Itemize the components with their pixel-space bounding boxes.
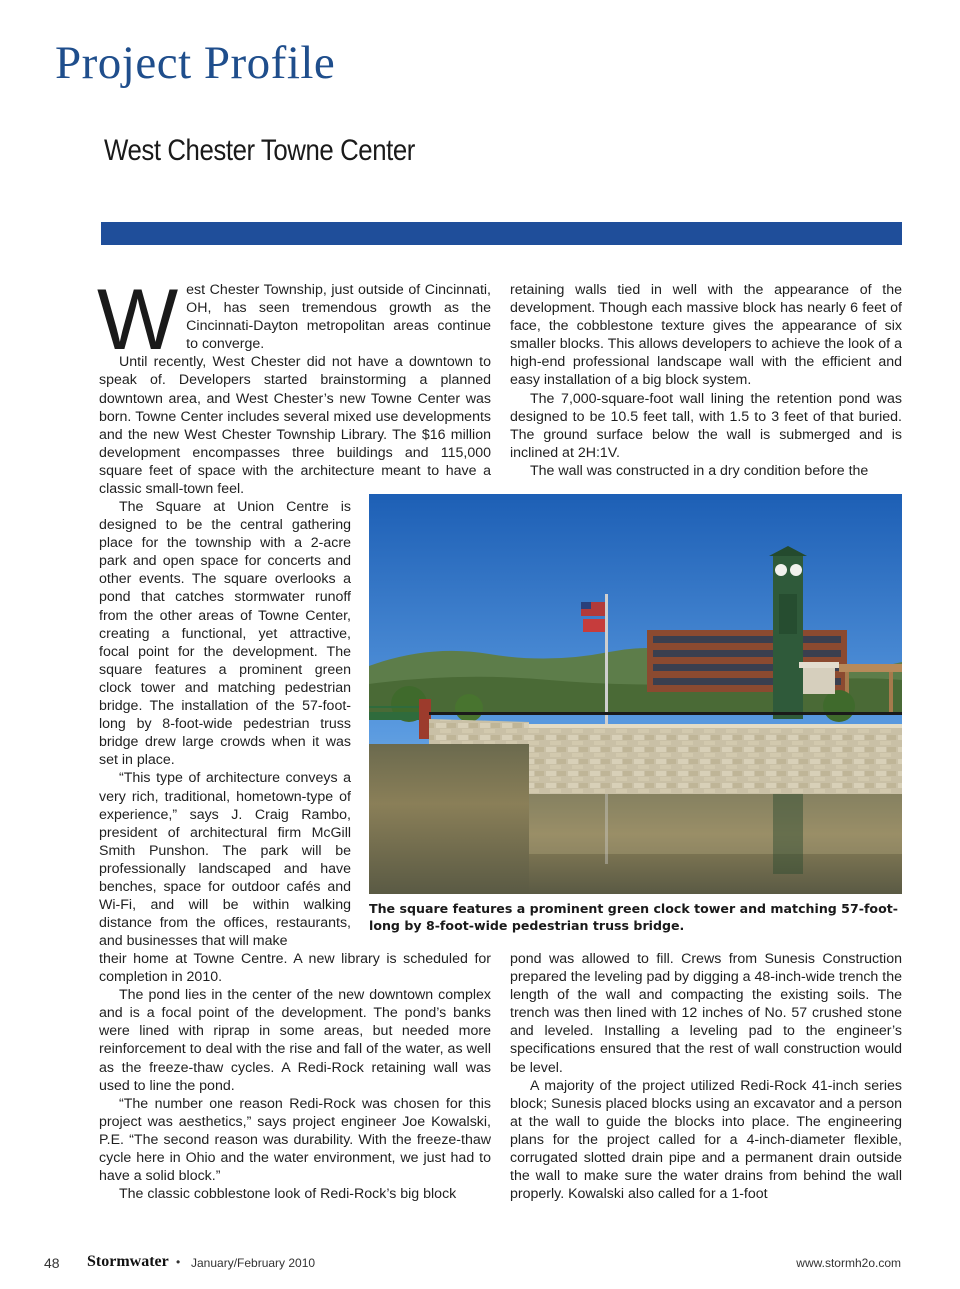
body-paragraph: “This type of architecture conveys a very rich, traditional, hometown-type of experience,” says J. Craig Rambo, president of architectural firm McGill Smith Punshon. The park will be professionally landscaped and have benches, space for outdoor cafés and Wi-Fi, and will be within walking distance from the offices, restaurants, and businesses that will make xyxy=(99,770,351,950)
page-footer xyxy=(0,1255,960,1275)
body-paragraph: pond was allowed to fill. Crews from Sunesis Construction prepared the leveling pad by digging a 48-inch-wide trench the length of the wall and compacting the existing soils. The trench was then lined with 12 inches of No. 57 crushed stone and leveled. Installing a leveling pad to the engineer’s specifications ensured that the rest of wall construction would be level. xyxy=(510,951,902,1076)
right-column-bottom xyxy=(510,950,902,1203)
header-divider-bar xyxy=(101,222,902,245)
right-column-top xyxy=(510,281,902,480)
magazine-name: Stormwater xyxy=(87,1253,169,1270)
body-paragraph: their home at Towne Centre. A new library is scheduled for completion in 2010. xyxy=(99,951,491,986)
body-paragraph: A majority of the project utilized Redi-Rock 41-inch series block; Sunesis placed blocks using an excavator and a person at the wall to guide the blocks into place. The engineering plans for the project called for a 4-inch-diameter flexible, corrugated slotted drain pipe and a permanent drain outside the wall to make sure the water drains from behind the wall properly. Kowalski also called for a 1-foot xyxy=(510,1077,902,1203)
page-number: 48 xyxy=(44,1255,60,1271)
section-title: Project Profile xyxy=(55,37,336,89)
photo-caption: The square features a prominent green clock tower and matching 57-foot-long by 8-foot-wide pedestrian truss bridge. xyxy=(369,901,898,933)
issue-date: January/February 2010 xyxy=(191,1256,316,1270)
website-url: www.stormh2o.com xyxy=(796,1256,901,1270)
body-paragraph: “The number one reason Redi-Rock was chosen for this project was aesthetics,” says project engineer Joe Kowalski, P.E. “The second reason was durability. With the freeze-thaw cycle here in Ohio and the water environment, we just had to have a solid block.” xyxy=(99,1095,491,1185)
body-paragraph: The Square at Union Centre is designed to be the central gathering place for the township with a 2-acre park and open space for concerts and other events. The square overlooks a pond that catches stormwater runoff from the other areas of Towne Center, creating a functional, yet attractive, focal point for the development. The square features a prominent green clock tower and matching pedestrian bridge. The installation of the 57-foot-long by 8-foot-wide pedestrian truss bridge drew large crowds when it was set in place. xyxy=(99,499,351,769)
body-paragraph: The pond lies in the center of the new downtown complex and is a focal point of the development. The pond’s banks were lined with riprap in some areas, but needed more reinforcement to deal with the rise and fall of the water, as well as the freeze-thaw cycles. A Redi-Rock retaining wall was used to line the pond. xyxy=(99,987,491,1094)
left-column-bottom xyxy=(99,950,491,1203)
body-paragraph: The classic cobblestone look of Redi-Rock’s big block xyxy=(119,1186,457,1203)
body-paragraph: The 7,000-square-foot wall lining the retention pond was designed to be 10.5 feet tall, with 1.5 to 3 feet of that buried. The ground surface below the wall is submerged and is inclined at 2H:1V. xyxy=(510,390,902,461)
left-column-top xyxy=(97,272,491,498)
left-column-narrow xyxy=(99,498,351,950)
drop-cap: W xyxy=(97,272,179,368)
body-paragraph: The wall was constructed in a dry condition before the xyxy=(530,462,869,479)
footer-bullet: • xyxy=(176,1255,181,1269)
clock-tower-pond-photo xyxy=(369,494,902,894)
intro-paragraph: West Chester Township, just outside of Cincinnati, OH, has seen tremendous growth as the Cincinnati-Dayton metropolitan areas continue to converge. xyxy=(97,272,491,368)
article-title: West Chester Towne Center xyxy=(104,134,415,167)
body-paragraph: retaining walls tied in well with the appearance of the development. Though each massive block has nearly 6 feet of face, the cobblestone texture gives the appearance of six smaller blocks. This allows developers to achieve the look of a high-end professional landscape wall with the efficient and easy installation of a big block system. xyxy=(510,282,902,389)
body-paragraph: Until recently, West Chester did not have a downtown to speak of. Developers started brainstorming a planned downtown area, and West Chester’s new Towne Center was born. Towne Center includes several mixed use developments and the new West Chester Township Library. The $16 million development encompasses three buildings and 115,000 square feet of space with the architecture meant to have a classic small-town feel. xyxy=(99,354,491,498)
